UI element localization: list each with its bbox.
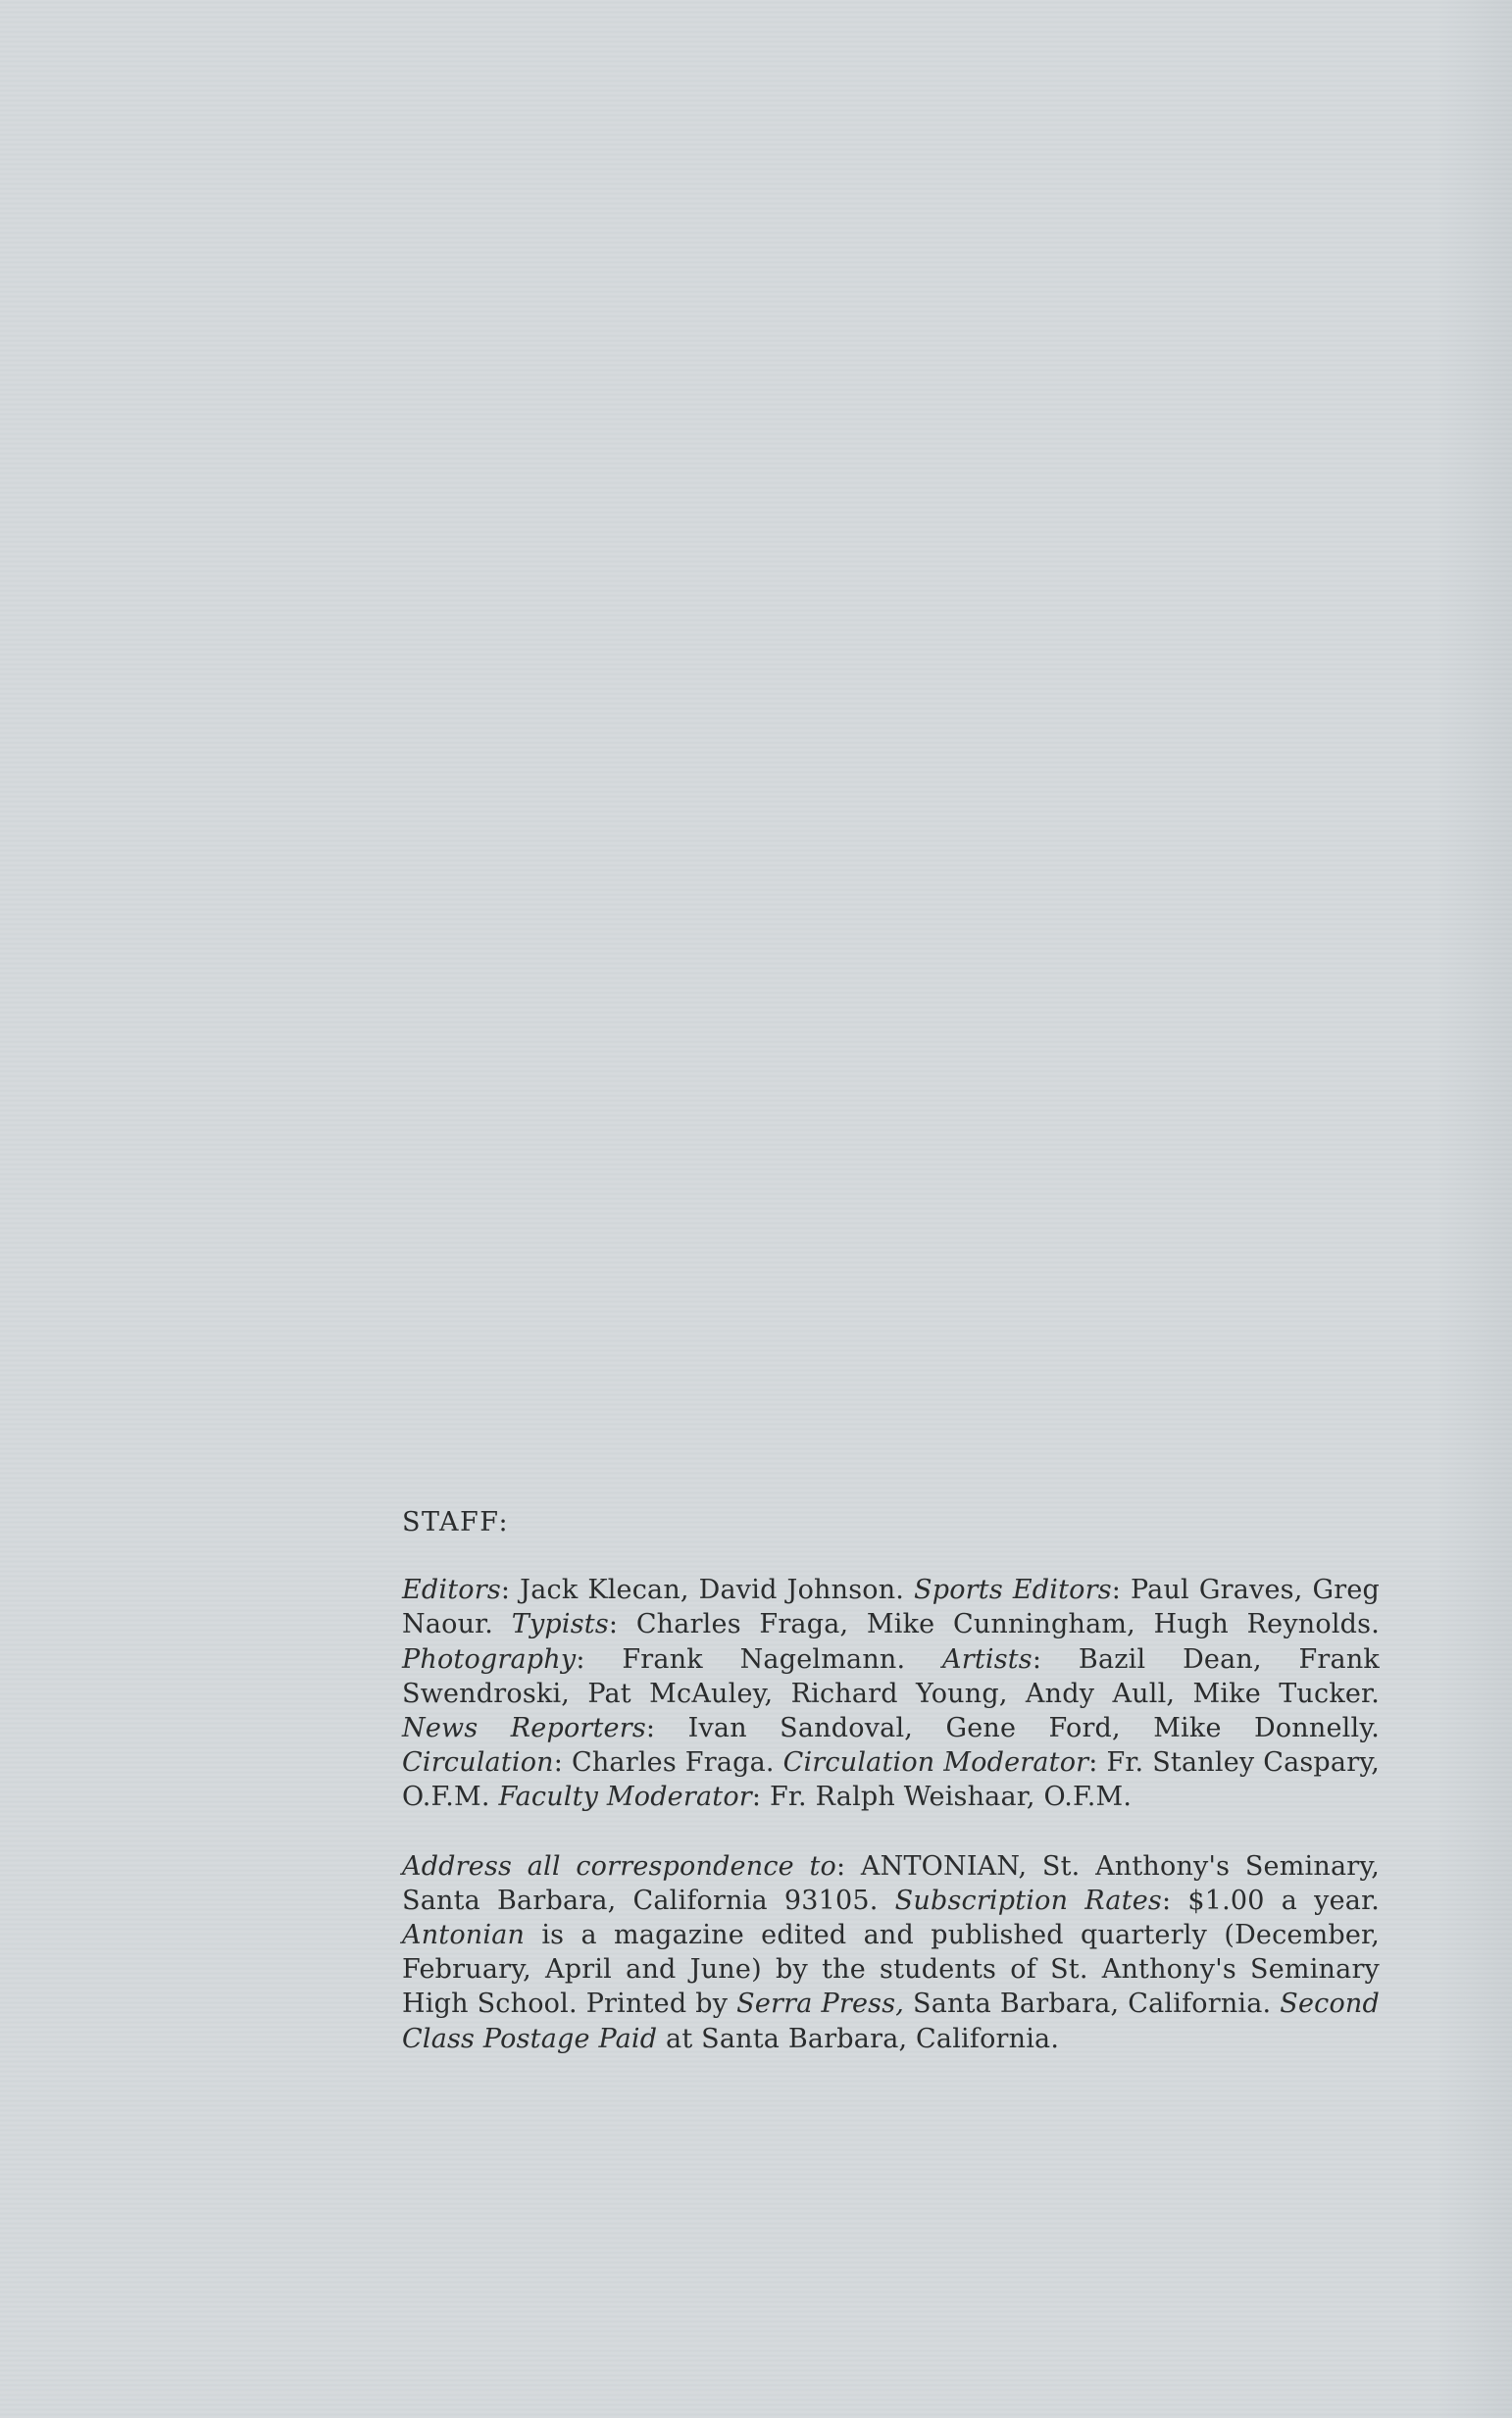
- printer-name: Serra Press,: [736, 1989, 905, 2020]
- publication-info: [402, 1849, 1380, 2056]
- role-names: Fr. Ralph Weishaar, O.F.M.: [769, 1782, 1133, 1813]
- address-text: : ANTONIAN, St. Anthony's Seminary, Santa Barbara, California 93105.: [402, 1850, 1380, 1916]
- role-names: Ivan Sandoval, Gene Ford, Mike Donnelly.: [687, 1713, 1380, 1744]
- role-separator: :: [1111, 1575, 1132, 1606]
- role-names: Charles Fraga.: [571, 1747, 783, 1779]
- rates-label: Subscription Rates: [894, 1885, 1162, 1916]
- role-label: Circulation Moderator: [782, 1747, 1089, 1779]
- role-separator: :: [553, 1747, 572, 1779]
- role-separator: :: [751, 1782, 770, 1813]
- postage-text: at Santa Barbara, California.: [657, 2023, 1060, 2054]
- address-label: Address all correspondence to: [402, 1850, 836, 1882]
- role-label: Sports Editors: [914, 1575, 1112, 1606]
- role-separator: :: [576, 1643, 623, 1675]
- role-names: Fr. Stanley Caspary, O.F.M.: [402, 1747, 1380, 1813]
- magazine-description: is a magazine edited and published quarterly (December, February, April and June) by the students of St. Anthony's Seminary High School. Printed by: [402, 1920, 1380, 2020]
- role-names: Paul Graves, Greg Naour.: [402, 1575, 1380, 1640]
- role-names: Jack Klecan, David Johnson.: [520, 1575, 915, 1606]
- role-separator: :: [1088, 1747, 1107, 1779]
- staff-masthead: [402, 1505, 1380, 2056]
- rates-text: : $1.00 a year.: [1162, 1885, 1381, 1916]
- role-label: Typists: [511, 1609, 609, 1640]
- printer-location: Santa Barbara, California.: [904, 1989, 1281, 2020]
- role-label: Faculty Moderator: [498, 1782, 752, 1813]
- role-names: Bazil Dean, Frank Swendroski, Pat McAuley, Richard Young, Andy Aull, Mike Tucker.: [402, 1643, 1380, 1709]
- role-label: Circulation: [402, 1747, 554, 1779]
- role-separator: :: [608, 1609, 636, 1640]
- magazine-name: Antonian: [402, 1920, 526, 1951]
- role-separator: :: [500, 1575, 521, 1606]
- role-names: Frank Nagelmann.: [622, 1643, 943, 1675]
- role-label: Photography: [402, 1643, 577, 1675]
- role-label: Artists: [942, 1643, 1033, 1675]
- role-label: Editors: [402, 1575, 501, 1606]
- postage-label: Second Class Postage Paid: [402, 1989, 1381, 2054]
- staff-heading: STAFF:: [402, 1507, 510, 1537]
- role-names: Charles Fraga, Mike Cunningham, Hugh Reynolds.: [635, 1609, 1381, 1640]
- role-separator: :: [1032, 1643, 1079, 1675]
- role-label: News Reporters: [402, 1713, 646, 1744]
- role-separator: :: [645, 1713, 688, 1744]
- staff-credits: [402, 1573, 1380, 1814]
